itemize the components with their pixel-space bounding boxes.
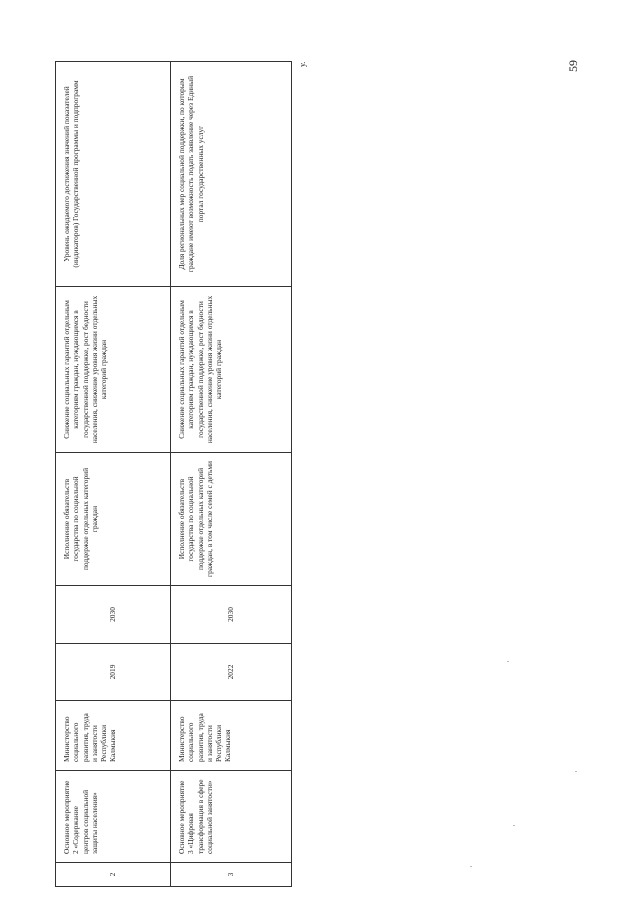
scan-speck — [575, 771, 577, 772]
measure-name: Основное мероприятие 2 «Содержание центров социальной защиты населения» — [56, 771, 171, 863]
expected-result: Исполнение обязательств государства по социальной поддержке отдельных категорий граждан, в том числе семей с детьми — [171, 453, 292, 586]
expected-result: Исполнение обязательств государства по социальной поддержке отдельных категорий граждан — [56, 453, 171, 586]
row-number: 3 — [171, 863, 292, 887]
table-row — [56, 62, 171, 887]
table-row — [171, 62, 292, 887]
scan-speck — [507, 661, 509, 662]
consequence: Снижение социальных гарантий отдельным категориям граждан, нуждающимся в государственной поддержке, рост бедности населения, снижение уровня жизни отдельных категорий граждан — [171, 287, 292, 453]
end-year: 2030 — [56, 586, 171, 644]
executor: Министерство социального развития, труда и занятости Республики Калмыкия — [56, 701, 171, 771]
side-mark: у. — [298, 61, 307, 67]
indicator: Уровень ожидаемого достижения значений показателей (индикаторов) Государственной программы и подпрограмм — [56, 62, 171, 287]
start-year: 2022 — [171, 644, 292, 701]
end-year: 2030 — [171, 586, 292, 644]
start-year: 2019 — [56, 644, 171, 701]
indicator: Доля региональных мер социальной поддержки, по которым граждане имеют возможность подать заявление через Единый портал государственных услуг — [171, 62, 292, 287]
measures-table — [55, 61, 292, 887]
row-number: 2 — [56, 863, 171, 887]
page-number: 59 — [566, 60, 580, 72]
executor: Министерство социального развития, труда и занятости Республики Калмыкия — [171, 701, 292, 771]
consequence: Снижение социальных гарантий отдельным категориям граждан, нуждающимся в государственной поддержке, рост бедности населения, снижение уровня жизни отдельных категорий граждан — [56, 287, 171, 453]
scan-speck — [470, 866, 472, 867]
measure-name: Основное мероприятие 3 «Цифровая трансформация в сфере социальной занятости» — [171, 771, 292, 863]
scan-speck — [513, 825, 515, 826]
